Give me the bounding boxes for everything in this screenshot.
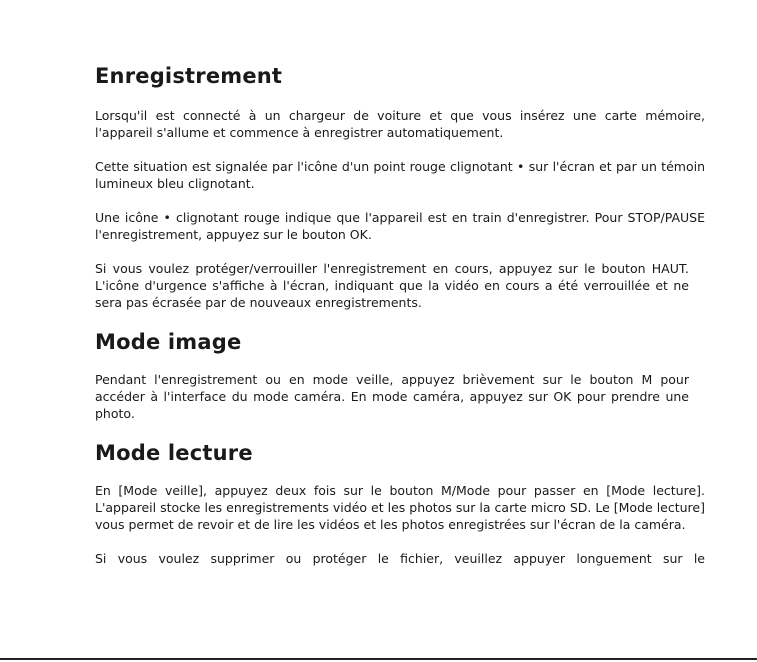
paragraph-stop-pause: Une icône • clignotant rouge indique que l'appareil est en train d'enregistrer. Pour STOP/PAUSE l'enregistrement, appuyez sur le bouton OK. <box>95 210 705 242</box>
paragraph-photo-mode: Pendant l'enregistrement ou en mode veille, appuyez brièvement sur le bouton M pour accéder à l'interface du mode caméra. En mode caméra, appuyez sur OK pour prendre une photo. <box>95 372 689 421</box>
paragraph-playback-mode: En [Mode veille], appuyez deux fois sur le bouton M/Mode pour passer en [Mode lecture]. L'appareil stocke les enregistrements vidéo et les photos sur la carte micro SD. Le [Mode lecture] vous permet de revoir et de lire les vidéos et les photos enregistrées sur l'écran de la caméra. <box>95 483 705 532</box>
paragraph-auto-start: Lorsqu'il est connecté à un chargeur de voiture et que vous insérez une carte mémoire, l'appareil s'allume et commence à enregistrer automatiquement. <box>95 108 705 140</box>
document-page <box>95 62 705 567</box>
page-bottom-rule <box>0 658 757 660</box>
section-heading-mode-image: Mode image <box>95 330 242 354</box>
paragraph-red-dot-indicator: Cette situation est signalée par l'icône d'un point rouge clignotant • sur l'écran et par un témoin lumineux bleu clignotant. <box>95 159 705 191</box>
paragraph-delete-protect-file: Si vous voulez supprimer ou protéger le fichier, veuillez appuyer longuement sur le <box>95 551 705 566</box>
paragraph-lock-recording: Si vous voulez protéger/verrouiller l'enregistrement en cours, appuyez sur le bouton HAUT. L'icône d'urgence s'affiche à l'écran, indiquant que la vidéo en cours a été verrouillée et ne sera pas écrasée par de nouveaux enregistrements. <box>95 261 689 310</box>
section-heading-mode-lecture: Mode lecture <box>95 441 253 465</box>
section-heading-enregistrement: Enregistrement <box>95 64 283 88</box>
